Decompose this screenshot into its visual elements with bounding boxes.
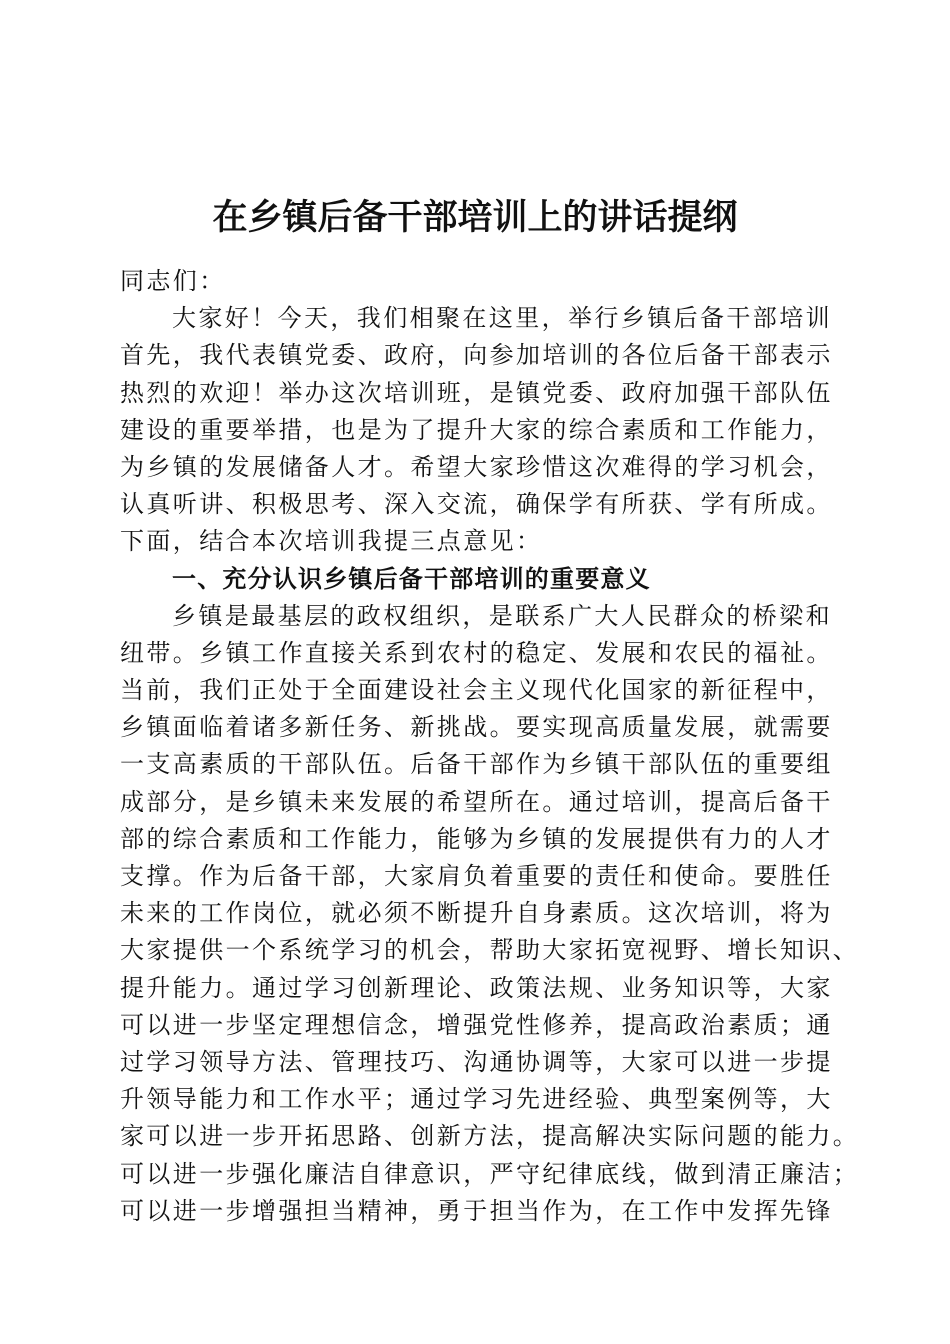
text-line: 大家提供一个系统学习的机会，帮助大家拓宽视野、增长知识、: [120, 936, 860, 965]
text-line: 建设的重要举措，也是为了提升大家的综合素质和工作能力，: [120, 415, 833, 444]
text-line: 提升能力。通过学习创新理论、政策法规、业务知识等，大家: [120, 973, 833, 1002]
text-line: 可以进一步强化廉洁自律意识，严守纪律底线，做到清正廉洁；: [120, 1159, 860, 1188]
text-line: 支撑。作为后备干部，大家肩负着重要的责任和使命。要胜任: [120, 862, 833, 890]
text-line: 乡镇面临着诸多新任务、新挑战。要实现高质量发展，就需要: [120, 713, 833, 742]
text-line: 乡镇是最基层的政权组织，是联系广大人民群众的桥梁和: [172, 601, 832, 630]
document-body: [120, 263, 860, 1230]
text-line: 当前，我们正处于全面建设社会主义现代化国家的新征程中，: [120, 676, 833, 705]
text-line: 未来的工作岗位，就必须不断提升自身素质。这次培训，将为: [120, 899, 833, 928]
text-line: 升领导能力和工作水平；通过学习先进经验、典型案例等，大: [120, 1085, 833, 1114]
document-title: 在乡镇后备干部培训上的讲话提纲: [212, 197, 738, 238]
text-line: 部的综合素质和工作能力，能够为乡镇的发展提供有力的人才: [120, 824, 833, 853]
text-line: 一支高素质的干部队伍。后备干部作为乡镇干部队伍的重要组: [120, 750, 833, 779]
text-line: 过学习领导方法、管理技巧、沟通协调等，大家可以进一步提: [120, 1047, 833, 1076]
text-line: 首先，我代表镇党委、政府，向参加培训的各位后备干部表示: [120, 341, 833, 370]
text-line: 为乡镇的发展储备人才。希望大家珍惜这次难得的学习机会，: [120, 452, 833, 481]
text-line: 家可以进一步开拓思路、创新方法，提高解决实际问题的能力。: [120, 1122, 860, 1151]
section-heading: 一、充分认识乡镇后备干部培训的重要意义: [172, 564, 651, 593]
text-line: 大家好！今天，我们相聚在这里，举行乡镇后备干部培训: [172, 304, 832, 333]
text-line: 热烈的欢迎！举办这次培训班，是镇党委、政府加强干部队伍: [120, 378, 833, 407]
text-line: 可以进一步坚定理想信念，增强党性修养，提高政治素质；通: [120, 1010, 833, 1039]
text-line: 成部分，是乡镇未来发展的希望所在。通过培训，提高后备干: [120, 787, 833, 816]
text-line: 纽带。乡镇工作直接关系到农村的稳定、发展和农民的福祉。: [120, 638, 833, 667]
text-line: 下面，结合本次培训我提三点意见：: [120, 527, 543, 556]
salutation-line: 同志们：: [120, 267, 226, 295]
text-line: 认真听讲、积极思考、深入交流，确保学有所获、学有所成。: [120, 490, 833, 519]
text-line: 可以进一步增强担当精神，勇于担当作为，在工作中发挥先锋: [120, 1196, 833, 1225]
